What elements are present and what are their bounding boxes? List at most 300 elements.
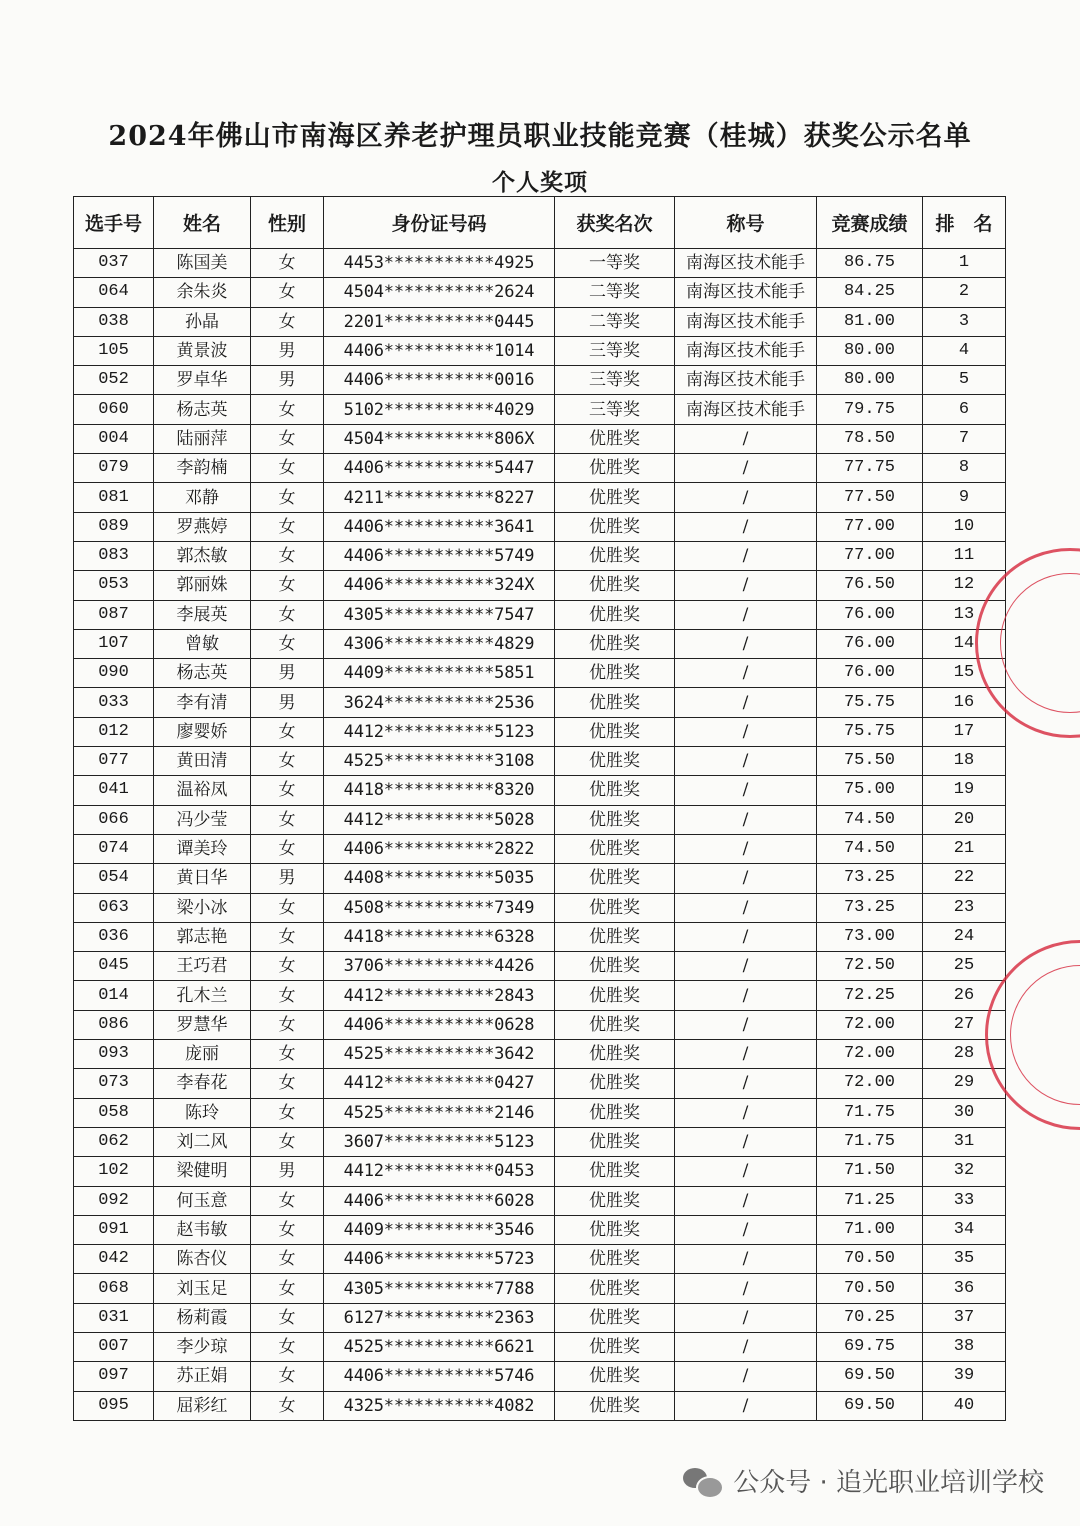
cell-score: 72.00 [817, 1040, 923, 1069]
cell-name: 杨志英 [154, 659, 251, 688]
table-row [74, 629, 1006, 658]
cell-id-number: 5102***********4029 [324, 395, 555, 424]
cell-gender: 女 [251, 1127, 324, 1156]
cell-player-no: 073 [74, 1069, 154, 1098]
page-title: 2024年佛山市南海区养老护理员职业技能竞赛（桂城）获奖公示名单 [108, 121, 972, 152]
cell-id-number: 4211***********8227 [324, 483, 555, 512]
cell-gender: 女 [251, 922, 324, 951]
table-row [74, 1391, 1006, 1420]
cell-award: 优胜奖 [555, 1127, 675, 1156]
cell-id-number: 4418***********6328 [324, 922, 555, 951]
cell-gender: 女 [251, 1391, 324, 1420]
cell-gender: 女 [251, 1069, 324, 1098]
cell-award: 优胜奖 [555, 688, 675, 717]
header-honor-title: 称号 [675, 197, 817, 249]
table-row [74, 454, 1006, 483]
cell-id-number: 4412***********0453 [324, 1157, 555, 1186]
cell-rank: 2 [923, 278, 1006, 307]
cell-gender: 女 [251, 249, 324, 278]
cell-honor-title: / [675, 541, 817, 570]
table-row [74, 834, 1006, 863]
header-gender: 性别 [251, 197, 324, 249]
cell-award: 优胜奖 [555, 1332, 675, 1361]
cell-player-no: 014 [74, 981, 154, 1010]
cell-name: 黄日华 [154, 864, 251, 893]
table-row [74, 688, 1006, 717]
cell-honor-title: / [675, 981, 817, 1010]
cell-rank: 32 [923, 1157, 1006, 1186]
cell-rank: 29 [923, 1069, 1006, 1098]
cell-id-number: 4408***********5035 [324, 864, 555, 893]
cell-score: 76.00 [817, 629, 923, 658]
cell-score: 71.75 [817, 1127, 923, 1156]
cell-rank: 5 [923, 366, 1006, 395]
cell-gender: 女 [251, 1186, 324, 1215]
footer-text: 公众号 · 追光职业培训学校 [733, 1468, 1044, 1498]
cell-player-no: 012 [74, 717, 154, 746]
cell-score: 70.50 [817, 1245, 923, 1274]
cell-score: 71.00 [817, 1215, 923, 1244]
header-award: 获奖名次 [555, 197, 675, 249]
cell-gender: 女 [251, 454, 324, 483]
cell-id-number: 3624***********2536 [324, 688, 555, 717]
cell-id-number: 4412***********0427 [324, 1069, 555, 1098]
cell-award: 优胜奖 [555, 1215, 675, 1244]
cell-honor-title: / [675, 1010, 817, 1039]
cell-rank: 16 [923, 688, 1006, 717]
cell-player-no: 068 [74, 1274, 154, 1303]
cell-score: 76.00 [817, 659, 923, 688]
cell-player-no: 063 [74, 893, 154, 922]
cell-id-number: 4306***********4829 [324, 629, 555, 658]
cell-score: 75.50 [817, 747, 923, 776]
cell-score: 76.00 [817, 600, 923, 629]
table-row [74, 600, 1006, 629]
cell-player-no: 042 [74, 1245, 154, 1274]
cell-id-number: 4406***********0016 [324, 366, 555, 395]
cell-award: 优胜奖 [555, 805, 675, 834]
cell-name: 刘二风 [154, 1127, 251, 1156]
cell-player-no: 045 [74, 952, 154, 981]
cell-id-number: 4409***********3546 [324, 1215, 555, 1244]
cell-award: 三等奖 [555, 336, 675, 365]
cell-rank: 13 [923, 600, 1006, 629]
header-player-no: 选手号 [74, 197, 154, 249]
table-row [74, 1010, 1006, 1039]
cell-player-no: 087 [74, 600, 154, 629]
cell-award: 优胜奖 [555, 1303, 675, 1332]
cell-id-number: 4412***********2843 [324, 981, 555, 1010]
cell-rank: 7 [923, 424, 1006, 453]
cell-award: 二等奖 [555, 278, 675, 307]
cell-name: 李展英 [154, 600, 251, 629]
cell-score: 78.50 [817, 424, 923, 453]
cell-gender: 男 [251, 336, 324, 365]
cell-rank: 18 [923, 747, 1006, 776]
cell-gender: 男 [251, 659, 324, 688]
awards-table [73, 196, 1006, 1421]
cell-award: 优胜奖 [555, 483, 675, 512]
cell-rank: 35 [923, 1245, 1006, 1274]
cell-player-no: 033 [74, 688, 154, 717]
cell-score: 75.75 [817, 688, 923, 717]
table-row [74, 952, 1006, 981]
cell-id-number: 4504***********2624 [324, 278, 555, 307]
cell-score: 74.50 [817, 834, 923, 863]
cell-score: 71.25 [817, 1186, 923, 1215]
cell-name: 温裕凤 [154, 776, 251, 805]
cell-id-number: 4504***********806X [324, 424, 555, 453]
cell-rank: 15 [923, 659, 1006, 688]
cell-gender: 男 [251, 864, 324, 893]
cell-rank: 1 [923, 249, 1006, 278]
cell-gender: 女 [251, 776, 324, 805]
table-row [74, 1274, 1006, 1303]
cell-honor-title: / [675, 1098, 817, 1127]
cell-id-number: 4525***********6621 [324, 1332, 555, 1361]
table-row [74, 1098, 1006, 1127]
cell-rank: 12 [923, 571, 1006, 600]
cell-name: 黄田清 [154, 747, 251, 776]
cell-name: 谭美玲 [154, 834, 251, 863]
cell-gender: 女 [251, 1215, 324, 1244]
cell-name: 陆丽萍 [154, 424, 251, 453]
table-row [74, 512, 1006, 541]
cell-award: 优胜奖 [555, 1157, 675, 1186]
cell-rank: 36 [923, 1274, 1006, 1303]
header-score: 竞赛成绩 [817, 197, 923, 249]
cell-rank: 23 [923, 893, 1006, 922]
table-row [74, 981, 1006, 1010]
cell-honor-title: 南海区技术能手 [675, 249, 817, 278]
cell-honor-title: / [675, 747, 817, 776]
cell-gender: 女 [251, 424, 324, 453]
header-id-number: 身份证号码 [324, 197, 555, 249]
cell-award: 优胜奖 [555, 747, 675, 776]
cell-id-number: 4305***********7788 [324, 1274, 555, 1303]
cell-score: 73.00 [817, 922, 923, 951]
table-row [74, 922, 1006, 951]
cell-award: 优胜奖 [555, 1098, 675, 1127]
cell-honor-title: / [675, 1274, 817, 1303]
cell-honor-title: 南海区技术能手 [675, 366, 817, 395]
table-row [74, 366, 1006, 395]
cell-score: 73.25 [817, 864, 923, 893]
cell-rank: 31 [923, 1127, 1006, 1156]
cell-player-no: 062 [74, 1127, 154, 1156]
cell-id-number: 4525***********3108 [324, 747, 555, 776]
cell-award: 优胜奖 [555, 864, 675, 893]
cell-score: 84.25 [817, 278, 923, 307]
cell-rank: 20 [923, 805, 1006, 834]
cell-rank: 4 [923, 336, 1006, 365]
wechat-icon [683, 1466, 721, 1496]
cell-score: 75.00 [817, 776, 923, 805]
cell-id-number: 4305***********7547 [324, 600, 555, 629]
cell-name: 陈玲 [154, 1098, 251, 1127]
cell-gender: 女 [251, 1303, 324, 1332]
table-row [74, 659, 1006, 688]
cell-gender: 女 [251, 278, 324, 307]
cell-rank: 21 [923, 834, 1006, 863]
cell-honor-title: / [675, 864, 817, 893]
cell-name: 冯少莹 [154, 805, 251, 834]
cell-score: 72.25 [817, 981, 923, 1010]
cell-award: 优胜奖 [555, 571, 675, 600]
cell-player-no: 053 [74, 571, 154, 600]
table-row [74, 1362, 1006, 1391]
cell-honor-title: / [675, 1362, 817, 1391]
page-subtitle: 个人奖项 [492, 169, 588, 196]
cell-gender: 女 [251, 395, 324, 424]
cell-rank: 30 [923, 1098, 1006, 1127]
cell-score: 69.50 [817, 1362, 923, 1391]
cell-award: 一等奖 [555, 249, 675, 278]
cell-rank: 27 [923, 1010, 1006, 1039]
table-row [74, 395, 1006, 424]
cell-score: 69.75 [817, 1332, 923, 1361]
cell-id-number: 4406***********0628 [324, 1010, 555, 1039]
cell-gender: 女 [251, 307, 324, 336]
cell-player-no: 041 [74, 776, 154, 805]
cell-player-no: 083 [74, 541, 154, 570]
table-row [74, 483, 1006, 512]
table-row [74, 1186, 1006, 1215]
table-row [74, 1040, 1006, 1069]
table-row [74, 1303, 1006, 1332]
cell-player-no: 089 [74, 512, 154, 541]
cell-name: 曾敏 [154, 629, 251, 658]
cell-score: 72.00 [817, 1010, 923, 1039]
table-row [74, 249, 1006, 278]
cell-player-no: 077 [74, 747, 154, 776]
cell-score: 86.75 [817, 249, 923, 278]
cell-name: 杨志英 [154, 395, 251, 424]
cell-rank: 28 [923, 1040, 1006, 1069]
cell-gender: 女 [251, 805, 324, 834]
cell-rank: 37 [923, 1303, 1006, 1332]
cell-score: 73.25 [817, 893, 923, 922]
cell-honor-title: / [675, 629, 817, 658]
cell-player-no: 093 [74, 1040, 154, 1069]
cell-id-number: 4406***********5749 [324, 541, 555, 570]
cell-id-number: 4406***********6028 [324, 1186, 555, 1215]
cell-gender: 女 [251, 1098, 324, 1127]
cell-award: 优胜奖 [555, 1186, 675, 1215]
cell-player-no: 091 [74, 1215, 154, 1244]
cell-name: 郭杰敏 [154, 541, 251, 570]
cell-honor-title: / [675, 834, 817, 863]
cell-honor-title: / [675, 952, 817, 981]
cell-honor-title: / [675, 893, 817, 922]
table-row [74, 278, 1006, 307]
table-row [74, 1157, 1006, 1186]
cell-player-no: 107 [74, 629, 154, 658]
cell-name: 刘玉足 [154, 1274, 251, 1303]
cell-score: 81.00 [817, 307, 923, 336]
cell-name: 王巧君 [154, 952, 251, 981]
cell-gender: 女 [251, 483, 324, 512]
cell-gender: 女 [251, 600, 324, 629]
cell-award: 优胜奖 [555, 776, 675, 805]
cell-score: 80.00 [817, 366, 923, 395]
cell-score: 71.50 [817, 1157, 923, 1186]
cell-name: 庞丽 [154, 1040, 251, 1069]
cell-name: 廖婴娇 [154, 717, 251, 746]
cell-gender: 女 [251, 834, 324, 863]
cell-name: 屈彩红 [154, 1391, 251, 1420]
cell-id-number: 4406***********3641 [324, 512, 555, 541]
cell-honor-title: / [675, 1245, 817, 1274]
cell-rank: 33 [923, 1186, 1006, 1215]
cell-score: 71.75 [817, 1098, 923, 1127]
cell-player-no: 097 [74, 1362, 154, 1391]
cell-rank: 39 [923, 1362, 1006, 1391]
cell-player-no: 007 [74, 1332, 154, 1361]
cell-id-number: 4406***********5447 [324, 454, 555, 483]
cell-player-no: 092 [74, 1186, 154, 1215]
cell-rank: 26 [923, 981, 1006, 1010]
cell-score: 77.75 [817, 454, 923, 483]
cell-rank: 19 [923, 776, 1006, 805]
cell-player-no: 054 [74, 864, 154, 893]
cell-id-number: 4409***********5851 [324, 659, 555, 688]
cell-gender: 女 [251, 541, 324, 570]
cell-gender: 男 [251, 1157, 324, 1186]
cell-award: 二等奖 [555, 307, 675, 336]
cell-award: 优胜奖 [555, 659, 675, 688]
cell-gender: 女 [251, 1362, 324, 1391]
cell-award: 优胜奖 [555, 922, 675, 951]
cell-name: 陈国美 [154, 249, 251, 278]
cell-award: 三等奖 [555, 395, 675, 424]
cell-honor-title: / [675, 1391, 817, 1420]
cell-name: 李少琼 [154, 1332, 251, 1361]
cell-name: 李春花 [154, 1069, 251, 1098]
cell-gender: 女 [251, 512, 324, 541]
cell-score: 77.50 [817, 483, 923, 512]
cell-gender: 女 [251, 571, 324, 600]
table-row [74, 805, 1006, 834]
cell-name: 郭志艳 [154, 922, 251, 951]
cell-player-no: 037 [74, 249, 154, 278]
cell-score: 72.50 [817, 952, 923, 981]
cell-id-number: 4525***********3642 [324, 1040, 555, 1069]
table-row [74, 336, 1006, 365]
table-row [74, 747, 1006, 776]
cell-gender: 女 [251, 1332, 324, 1361]
cell-gender: 女 [251, 1274, 324, 1303]
cell-award: 优胜奖 [555, 541, 675, 570]
cell-name: 黄景波 [154, 336, 251, 365]
cell-award: 优胜奖 [555, 717, 675, 746]
cell-name: 孙晶 [154, 307, 251, 336]
cell-player-no: 086 [74, 1010, 154, 1039]
cell-rank: 3 [923, 307, 1006, 336]
cell-score: 74.50 [817, 805, 923, 834]
cell-award: 优胜奖 [555, 981, 675, 1010]
cell-score: 79.75 [817, 395, 923, 424]
cell-honor-title: / [675, 776, 817, 805]
table-row [74, 571, 1006, 600]
cell-id-number: 4508***********7349 [324, 893, 555, 922]
table-row [74, 776, 1006, 805]
cell-award: 三等奖 [555, 366, 675, 395]
cell-honor-title: / [675, 1215, 817, 1244]
cell-id-number: 4406***********5723 [324, 1245, 555, 1274]
cell-score: 75.75 [817, 717, 923, 746]
cell-gender: 女 [251, 952, 324, 981]
cell-honor-title: / [675, 1157, 817, 1186]
cell-award: 优胜奖 [555, 1362, 675, 1391]
cell-honor-title: / [675, 717, 817, 746]
cell-id-number: 4406***********2822 [324, 834, 555, 863]
cell-name: 罗慧华 [154, 1010, 251, 1039]
cell-id-number: 4453***********4925 [324, 249, 555, 278]
cell-player-no: 060 [74, 395, 154, 424]
cell-id-number: 4412***********5028 [324, 805, 555, 834]
cell-gender: 女 [251, 1245, 324, 1274]
cell-name: 梁小冰 [154, 893, 251, 922]
cell-player-no: 031 [74, 1303, 154, 1332]
cell-honor-title: / [675, 1069, 817, 1098]
table-row [74, 1245, 1006, 1274]
cell-honor-title: / [675, 1127, 817, 1156]
table-row [74, 1069, 1006, 1098]
table-row [74, 541, 1006, 570]
cell-player-no: 036 [74, 922, 154, 951]
cell-honor-title: / [675, 600, 817, 629]
header-rank: 排 名 [923, 197, 1006, 249]
cell-honor-title: / [675, 454, 817, 483]
cell-gender: 女 [251, 1010, 324, 1039]
cell-name: 罗卓华 [154, 366, 251, 395]
cell-name: 余朱炎 [154, 278, 251, 307]
cell-honor-title: / [675, 922, 817, 951]
cell-player-no: 038 [74, 307, 154, 336]
cell-player-no: 090 [74, 659, 154, 688]
cell-rank: 8 [923, 454, 1006, 483]
cell-player-no: 102 [74, 1157, 154, 1186]
table-row [74, 864, 1006, 893]
cell-id-number: 4325***********4082 [324, 1391, 555, 1420]
cell-award: 优胜奖 [555, 600, 675, 629]
cell-name: 赵韦敏 [154, 1215, 251, 1244]
cell-honor-title: / [675, 688, 817, 717]
cell-player-no: 105 [74, 336, 154, 365]
cell-gender: 男 [251, 366, 324, 395]
cell-award: 优胜奖 [555, 1040, 675, 1069]
cell-award: 优胜奖 [555, 1069, 675, 1098]
table-header-row [74, 197, 1006, 249]
cell-name: 孔木兰 [154, 981, 251, 1010]
cell-gender: 女 [251, 893, 324, 922]
cell-gender: 女 [251, 717, 324, 746]
cell-honor-title: / [675, 424, 817, 453]
cell-award: 优胜奖 [555, 629, 675, 658]
cell-honor-title: 南海区技术能手 [675, 336, 817, 365]
cell-award: 优胜奖 [555, 893, 675, 922]
table-row [74, 1127, 1006, 1156]
cell-name: 李韵楠 [154, 454, 251, 483]
cell-honor-title: / [675, 805, 817, 834]
cell-rank: 10 [923, 512, 1006, 541]
cell-id-number: 2201***********0445 [324, 307, 555, 336]
header-name: 姓名 [154, 197, 251, 249]
cell-gender: 女 [251, 629, 324, 658]
cell-rank: 6 [923, 395, 1006, 424]
footer-watermark [683, 1462, 1044, 1499]
